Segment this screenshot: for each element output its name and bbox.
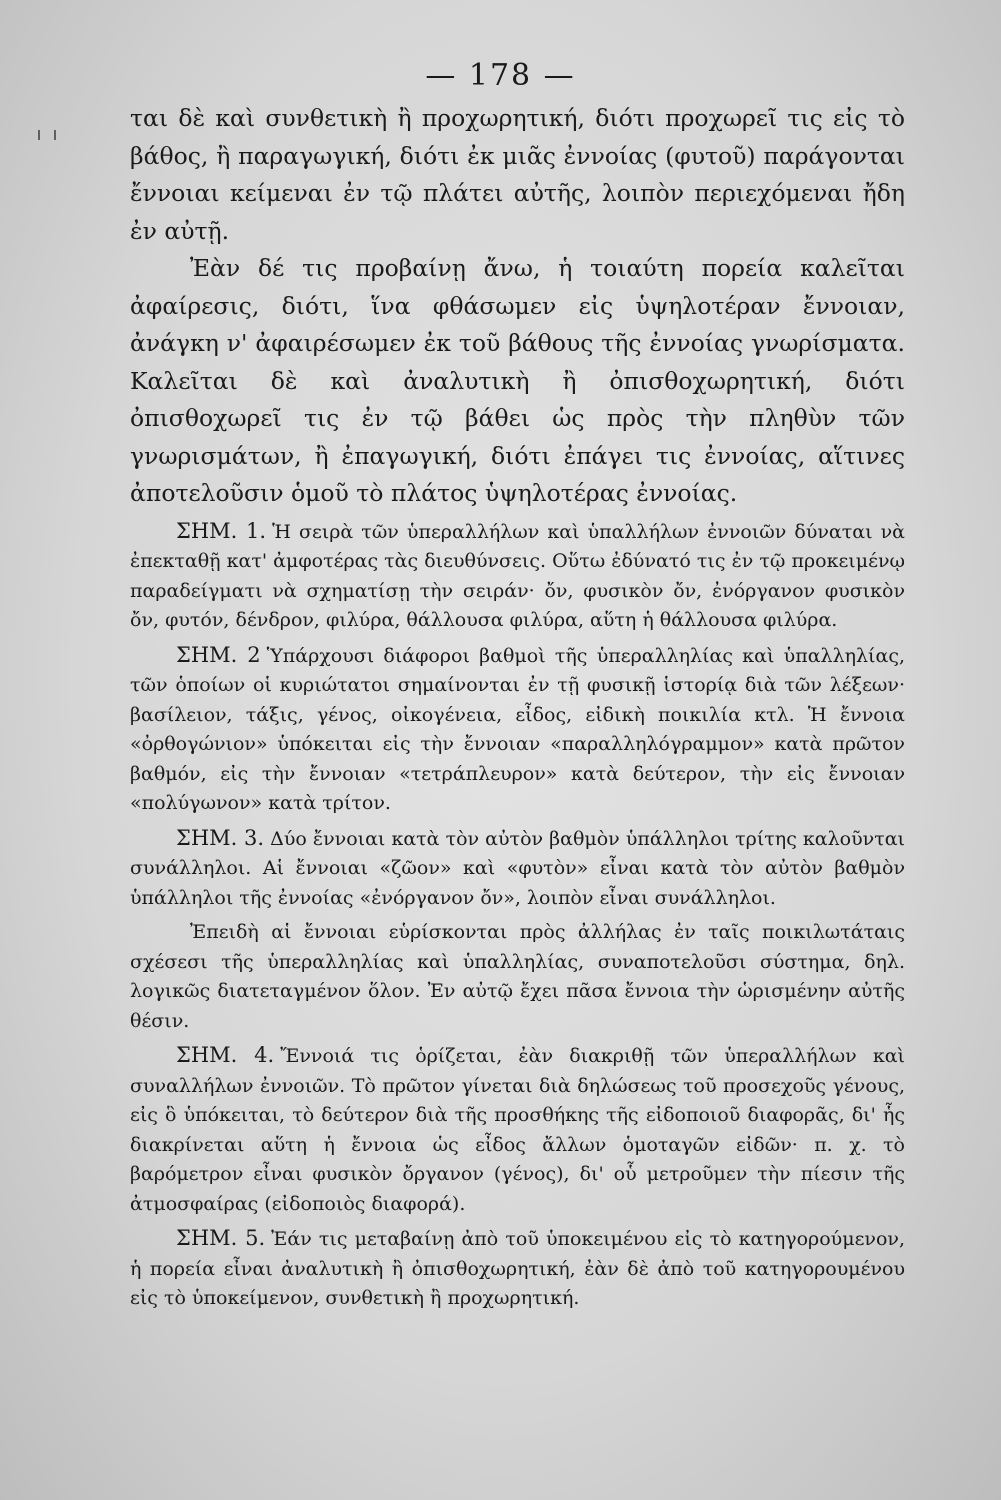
note-text: Ὑπάρχουσι διάφοροι βαθμοὶ τῆς ὑπεραλληλίας καὶ ὑπαλληλίας, τῶν ὁποίων οἱ κυριώτατοι σημαίνονται ἐν τῇ φυσικῇ ἱστορίᾳ διὰ τῶν λέξεων· βασίλειον, τάξις, γένος, οἰκογένεια, εἶδος, εἰδικὴ ποικιλία κτλ. Ἡ ἔννοια «ὀρθογώνιον» ὑπόκειται εἰς τὴν ἔννοιαν «παραλληλόγραμμον» κατὰ πρῶτον βαθμόν, εἰς τὴν ἔννοιαν «τετράπλευρον» κατὰ δεύτερον, τὴν εἰς ἔννοιαν «πολύγωνον» κατὰ τρίτον. [130,644,905,814]
paragraph: ται δὲ καὶ συνθετικὴ ἢ προχωρητική, διότι προχωρεῖ τις εἰς τὸ βάθος, ἢ παραγωγική, διότι ἐκ μιᾶς ἐννοίας (φυτοῦ) παράγονται ἔννοιαι κείμεναι ἐν τῷ πλάτει αὐτῆς, λοιπὸν περιεχόμεναι ἤδη ἐν αὐτῇ. [130,104,905,245]
note-label: ΣΗΜ. 5. [176,1226,266,1250]
page-number: — 178 — [425,58,576,93]
note-label: ΣΗΜ. 3. [176,825,265,850]
note-5 [130,1224,905,1314]
notes-section [130,517,905,1314]
note-label: ΣΗΜ. 2 [176,642,261,667]
note-label: ΣΗΜ. 1. [176,518,267,543]
note-text: Ἔννοιά τις ὁρίζεται, ἐὰν διακριθῇ τῶν ὑπεραλλήλων καὶ συναλλήλων ἐννοιῶν. Τὸ πρῶτον γίνεται διὰ δηλώσεως τοῦ προσεχοῦς γένους, εἰς ὃ ὑπόκειται, τὸ δεύτερον διὰ τῆς προσθήκης τῆς εἰδοποιοῦ διαφορᾶς, δι' ἧς διακρίνεται αὕτη ἡ ἔννοια ὡς εἶδος ἄλλων ὁμοταγῶν εἰδῶν· π. χ. τὸ βαρόμετρον εἶναι φυσικὸν ὄργανον (γένος), δι' οὗ μετροῦμεν τὴν πίεσιν τῆς ἀτμοσφαίρας (εἰδοποιὸς διαφορά). [130,1045,905,1215]
note-label: ΣΗΜ. 4. [176,1043,275,1067]
note-3 [130,824,905,914]
note-4 [130,1041,905,1219]
note-text: Ἡ σειρὰ τῶν ὑπεραλλήλων καὶ ὑπαλλήλων ἐννοιῶν δύναται νὰ ἐπεκταθῇ κατ' ἀμφοτέρας τὰς διευθύνσεις. Οὕτω ἐδύνατό τις ἐν τῷ προκειμένῳ παραδείγματι νὰ σχηματίσῃ τὴν σειράν· ὄν, φυσικὸν ὄν, ἐνόργανον φυσικὸν ὄν, φυτόν, δένδρον, φιλύρα, θάλλουσα φιλύρα, αὕτη ἡ θάλλουσα φιλύρα. [130,520,905,631]
main-text [130,100,905,513]
paragraph: Ἐὰν δέ τις προβαίνῃ ἄνω, ἡ τοιαύτη πορεία καλεῖται ἀφαίρεσις, διότι, ἵνα φθάσωμεν εἰς ὑψηλοτέραν ἔννοιαν, ἀνάγκη ν' ἀφαιρέσωμεν ἐκ τοῦ βάθους τῆς ἐννοίας γνωρίσματα. Καλεῖται δὲ καὶ ἀναλυτικὴ ἢ ὀπισθοχωρητική, διότι ὀπισθοχωρεῖ τις ἐν τῷ βάθει ὡς πρὸς τὴν πληθὺν τῶν γνωρισμάτων, ἢ ἐπαγωγική, διότι ἐπάγει τις ἐννοίας, αἵτινες ἀποτελοῦσιν ὁμοῦ τὸ πλάτος ὑψηλοτέρας ἐννοίας. [130,254,905,507]
note-text: Ἐπειδὴ αἱ ἔννοιαι εὑρίσκονται πρὸς ἀλλήλας ἐν ταῖς ποικιλωτάταις σχέσεσι τῆς ὑπεραλληλίας καὶ ὑπαλληλίας, συναποτελοῦσι σύστημα, δηλ. λογικῶς διατεταγμένον ὅλον. Ἐν αὐτῷ ἔχει πᾶσα ἔννοια τὴν ὡρισμένην αὐτῆς θέσιν. [130,921,905,1032]
note-1 [130,517,905,636]
note-3-continuation [130,918,905,1036]
page-text [130,100,905,1319]
margin-mark [38,130,56,140]
note-text: Ἐάν τις μεταβαίνῃ ἀπὸ τοῦ ὑποκειμένου εἰς τὸ κατηγορούμενον, ἡ πορεία εἶναι ἀναλυτικὴ ἢ ὀπισθοχωρητική, ἐὰν δὲ ἀπὸ τοῦ κατηγορουμένου εἰς τὸ ὑποκείμενον, συνθετικὴ ἢ προχωρητική. [130,1228,905,1309]
note-text: Δύο ἔννοιαι κατὰ τὸν αὐτὸν βαθμὸν ὑπάλληλοι τρίτης καλοῦνται συνάλληλοι. Αἱ ἔννοιαι «ζῶον» καὶ «φυτὸν» εἶναι κατὰ τὸν αὐτὸν βαθμὸν ὑπάλληλοι τῆς ἐννοίας «ἐνόργανον ὄν», λοιπὸν εἶναι συνάλληλοι. [130,827,905,909]
note-2 [130,641,905,819]
